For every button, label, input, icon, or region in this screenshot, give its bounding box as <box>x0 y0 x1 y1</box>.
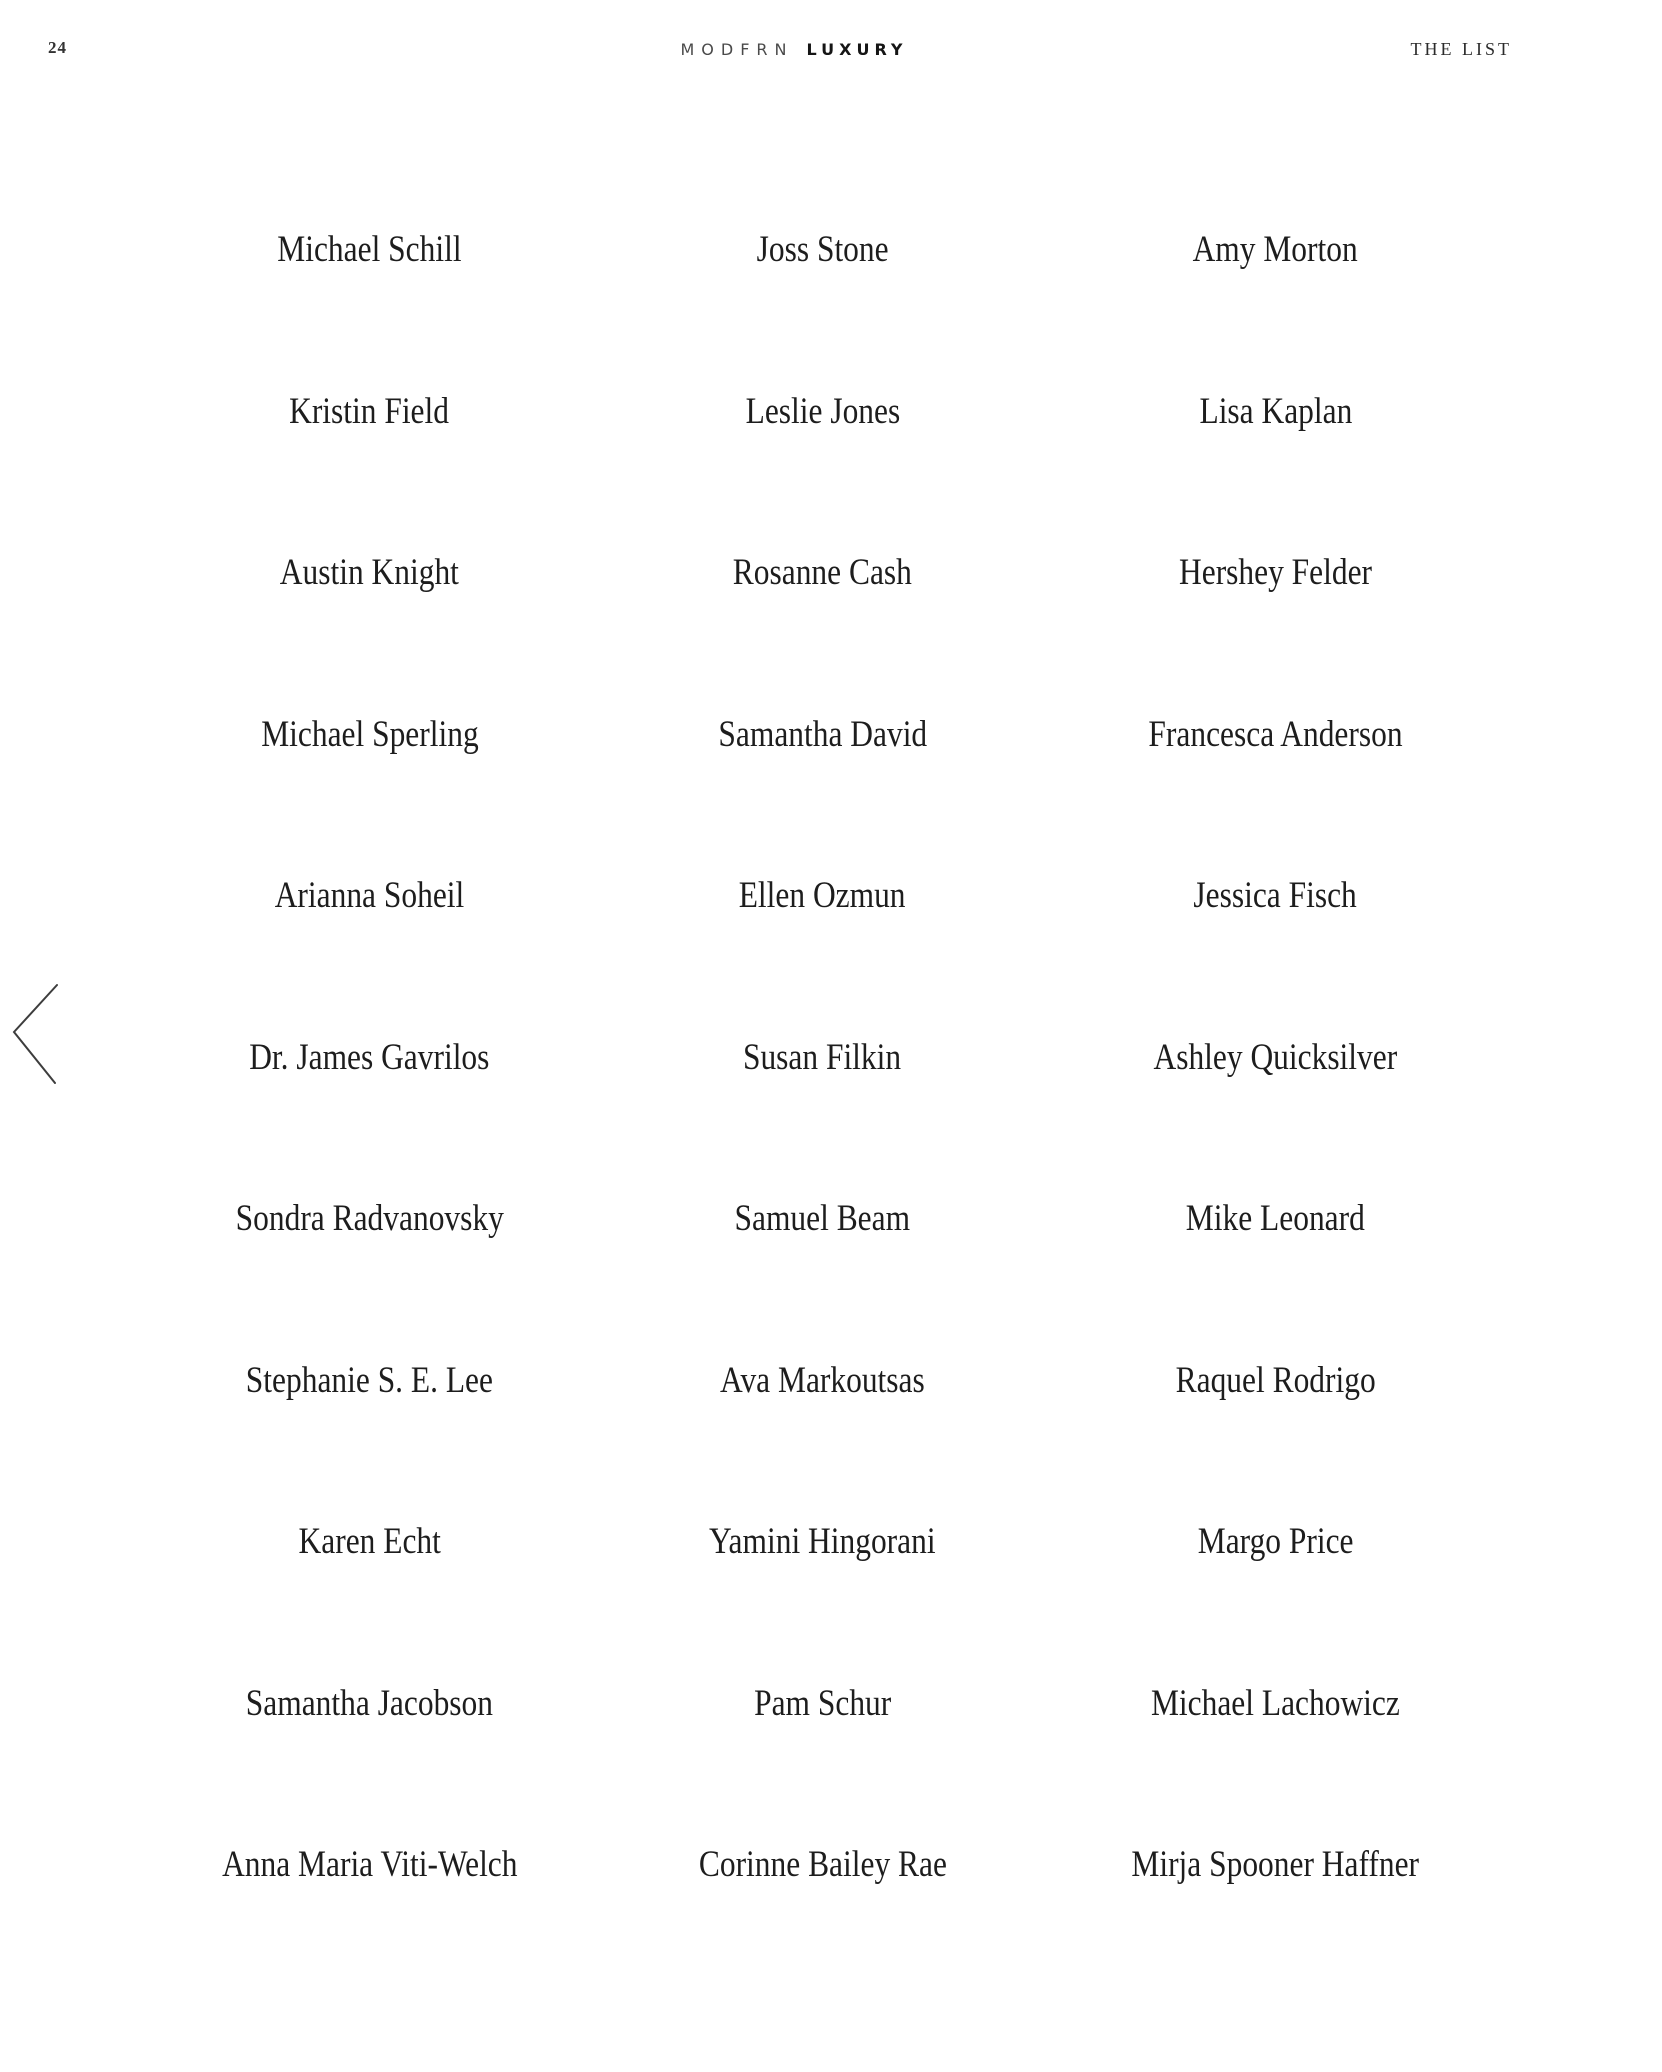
person-name: Francesca Anderson <box>1148 713 1403 755</box>
name-cell <box>1049 1300 1502 1462</box>
person-name: Jessica Fisch <box>1193 875 1358 917</box>
person-name: Kristin Field <box>289 390 450 432</box>
name-cell <box>596 1784 1049 1946</box>
name-cell <box>1049 492 1502 654</box>
page-number: 24 <box>48 38 67 57</box>
name-cell <box>596 331 1049 493</box>
person-name: Samuel Beam <box>734 1198 911 1240</box>
person-name: Margo Price <box>1197 1521 1354 1563</box>
names-list <box>143 169 1502 1946</box>
person-name: Mike Leonard <box>1185 1198 1366 1240</box>
person-name: Dr. James Gavrilos <box>249 1036 490 1078</box>
person-name: Leslie Jones <box>745 390 900 432</box>
name-cell <box>1049 1623 1502 1785</box>
person-name: Amy Morton <box>1192 229 1359 271</box>
person-name: Austin Knight <box>279 552 460 594</box>
person-name: Pam Schur <box>753 1682 892 1724</box>
name-cell <box>143 977 596 1139</box>
name-cell <box>143 1461 596 1623</box>
person-name: Hershey Felder <box>1178 552 1373 594</box>
name-cell <box>596 1623 1049 1785</box>
name-cell <box>596 654 1049 816</box>
name-cell <box>1049 331 1502 493</box>
person-name: Michael Lachowicz <box>1151 1682 1400 1724</box>
person-name: Samantha David <box>718 713 927 755</box>
name-cell <box>143 1623 596 1785</box>
person-name: Michael Schill <box>277 229 462 271</box>
brand-logo <box>681 40 908 59</box>
person-name: Karen Echt <box>298 1521 441 1563</box>
person-name: Samantha Jacobson <box>245 1682 494 1724</box>
name-cell <box>143 1784 596 1946</box>
person-name: Raquel Rodrigo <box>1175 1359 1376 1401</box>
person-name: Corinne Bailey Rae <box>698 1844 947 1886</box>
name-cell <box>596 977 1049 1139</box>
name-cell <box>143 654 596 816</box>
name-cell <box>143 492 596 654</box>
person-name: Ashley Quicksilver <box>1153 1036 1398 1078</box>
person-name: Stephanie S. E. Lee <box>245 1359 494 1401</box>
person-name: Michael Sperling <box>260 713 479 755</box>
brand-logo-modern: MODFRN <box>680 40 794 59</box>
person-name: Anna Maria Viti-Welch <box>221 1844 518 1886</box>
name-cell <box>1049 1784 1502 1946</box>
person-name: Ellen Ozmun <box>739 875 906 917</box>
person-name: Rosanne Cash <box>732 552 913 594</box>
person-name: Arianna Soheil <box>274 875 465 917</box>
name-cell <box>596 169 1049 331</box>
person-name: Sondra Radvanovsky <box>235 1198 504 1240</box>
person-name: Yamini Hingorani <box>709 1521 936 1563</box>
name-cell <box>143 815 596 977</box>
person-name: Joss Stone <box>756 229 889 271</box>
name-cell <box>143 331 596 493</box>
person-name: Mirja Spooner Haffner <box>1131 1844 1420 1886</box>
name-cell <box>596 1461 1049 1623</box>
name-cell <box>1049 1461 1502 1623</box>
brand-logo-luxury: LUXURY <box>806 40 908 59</box>
name-cell <box>143 1138 596 1300</box>
section-title: THE LIST <box>1410 39 1512 59</box>
name-cell <box>143 169 596 331</box>
name-cell <box>596 815 1049 977</box>
person-name: Ava Markoutsas <box>720 1359 925 1401</box>
name-cell <box>1049 977 1502 1139</box>
name-cell <box>1049 815 1502 977</box>
name-cell <box>596 1138 1049 1300</box>
person-name: Lisa Kaplan <box>1199 390 1352 432</box>
name-cell <box>1049 1138 1502 1300</box>
name-cell <box>596 1300 1049 1462</box>
name-cell <box>143 1300 596 1462</box>
name-cell <box>1049 169 1502 331</box>
name-cell <box>596 492 1049 654</box>
chevron-left-icon <box>6 977 68 1092</box>
name-cell <box>1049 654 1502 816</box>
person-name: Susan Filkin <box>743 1036 902 1078</box>
previous-page-button[interactable] <box>6 977 68 1092</box>
